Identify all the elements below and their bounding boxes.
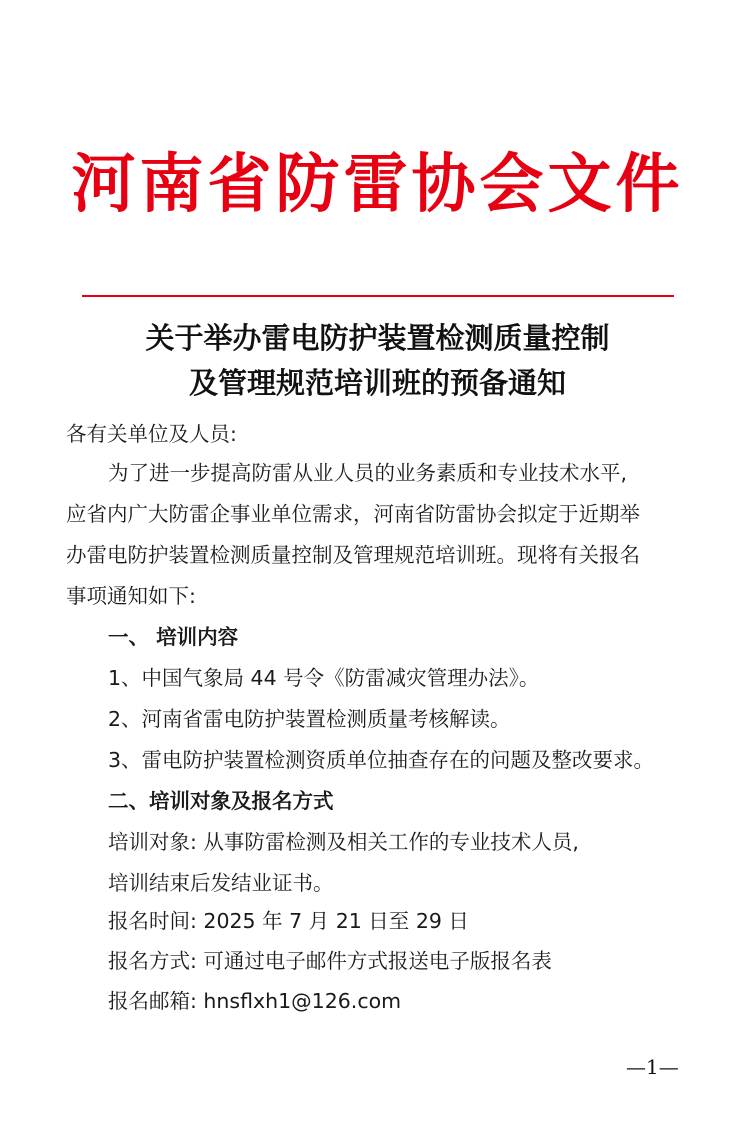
org-header-title: 河南省防雷协会文件 [71,148,684,222]
paragraph-1-line-1: 为了进一步提高防雷从业人员的业务素质和专业技术水平, [108,461,628,485]
salutation: 各有关单位及人员: [66,422,237,446]
section-1-heading: 一、 培训内容 [108,625,239,649]
section-1-item-2: 2、河南省雷电防护装置检测质量考核解读。 [108,707,511,731]
training-target-line-2: 培训结束后发结业证书。 [108,871,334,895]
section-1-item-1: 1、中国气象局 44 号令《防雷减灾管理办法》。 [108,666,540,690]
paragraph-1-line-2: 应省内广大防雷企事业单位需求，河南省防雷协会拟定于近期举 [66,502,640,526]
header-red-divider [82,295,674,297]
document-title-line-2: 及管理规范培训班的预备通知 [188,366,566,400]
document-title-line-1: 关于举办雷电防护装置检测质量控制 [145,321,610,355]
paragraph-1-line-3: 办雷电防护装置检测质量控制及管理规范培训班。现将有关报名 [66,543,640,567]
paragraph-1-line-4: 事项通知如下: [66,584,196,608]
registration-method: 报名方式: 可通过电子邮件方式报送电子版报名表 [108,949,552,973]
section-1-item-3: 3、雷电防护装置检测资质单位抽查存在的问题及整改要求。 [108,748,655,772]
page-number: —1— [626,1055,679,1079]
registration-email: 报名邮箱: hnsflxh1@126.com [108,989,402,1013]
section-2-heading: 二、培训对象及报名方式 [108,789,334,813]
training-target-line-1: 培训对象: 从事防雷检测及相关工作的专业技术人员, [108,830,579,854]
registration-time: 报名时间: 2025 年 7 月 21 日至 29 日 [108,909,469,933]
